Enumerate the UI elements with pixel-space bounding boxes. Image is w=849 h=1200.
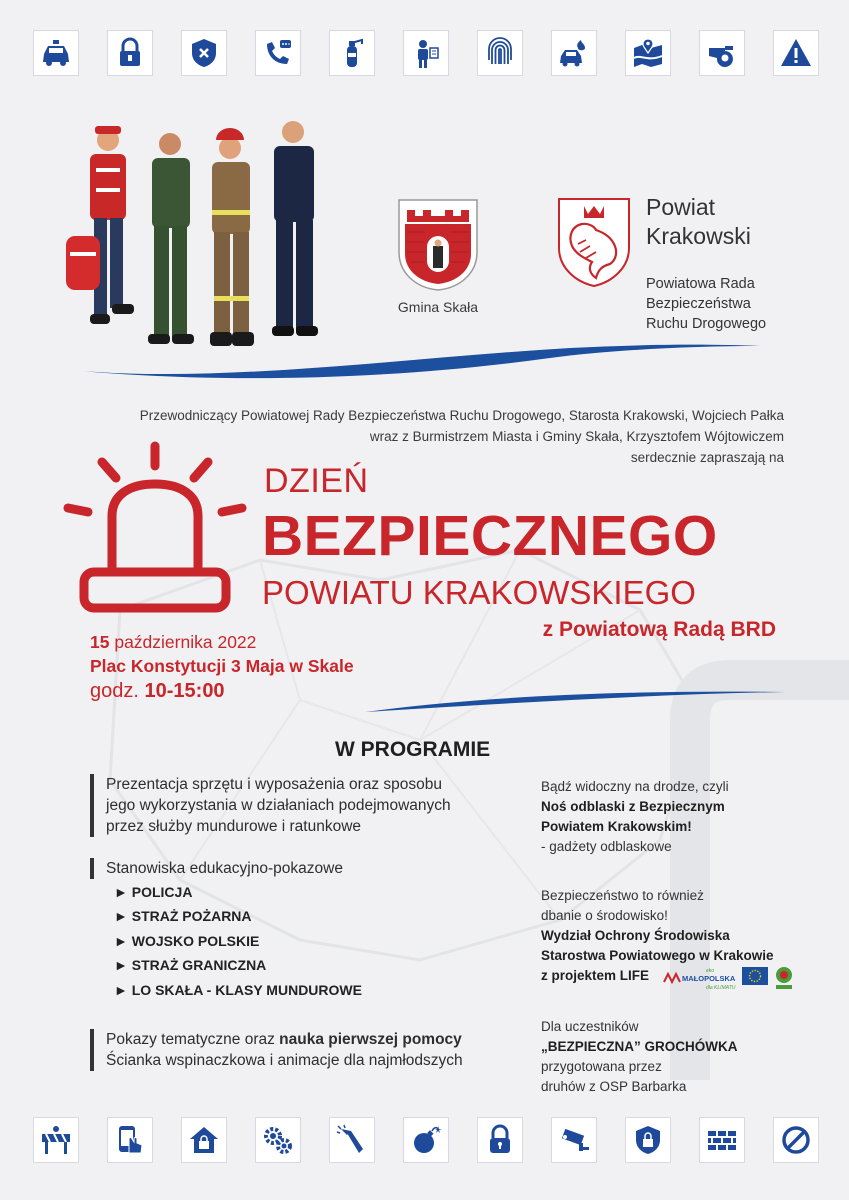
- title-line1: DZIEŃ: [264, 462, 369, 500]
- event-place: Plac Konstytucji 3 Maja w Skale: [90, 656, 354, 676]
- b1-line3: Powiatem Krakowskim!: [541, 819, 692, 834]
- invitation-line1: Przewodniczący Powiatowej Rady Bezpieczeństwa Ruchu Drogowego, Starosta Krakowski, Wojciech Pałka: [139, 408, 784, 423]
- powiat-sub-line2: Bezpieczeństwa: [646, 296, 751, 312]
- program-item-4-text: Ścianka wspinaczkowa i animacje dla najmłodszych: [106, 1052, 463, 1069]
- bomb-icon: [403, 1117, 449, 1163]
- event-month-year: października 2022: [114, 632, 257, 652]
- road-barrier-icon: [33, 1117, 79, 1163]
- station-item: ► STRAŻ POŻARNA: [114, 908, 252, 924]
- powiat-name: [646, 193, 751, 251]
- flashlight-icon: [329, 1117, 375, 1163]
- fingerprint-icon: [477, 30, 523, 76]
- station-label: LO SKAŁA - KLASY MUNDUROWE: [131, 982, 362, 998]
- powiat-council-name: [646, 274, 766, 334]
- padlock-icon: [107, 30, 153, 76]
- powiat-sub-line3: Ruchu Drogowego: [646, 316, 767, 332]
- program-heading: W PROGRAMIE: [335, 738, 491, 761]
- powiat-krakowski-eagle-logo: [556, 196, 632, 288]
- program-item-2: [90, 858, 343, 879]
- station-label: STRAŻ GRANICZNA: [131, 957, 267, 973]
- program-item-1-line1: Prezentacja sprzętu i wyposażenia oraz sposobu: [106, 776, 443, 793]
- b3-line3: przygotowana przez: [541, 1059, 662, 1074]
- bottom-icon-row: [0, 1117, 849, 1173]
- svg-text:eko: eko: [706, 968, 715, 974]
- firefighter-figure: [210, 128, 254, 346]
- b1-line2: Noś odblaski z Bezpiecznym: [541, 799, 725, 814]
- police-officer-figure: [272, 121, 318, 336]
- uniformed-services-illustration: [50, 118, 350, 358]
- program-item-3: [90, 1029, 462, 1050]
- brick-wall-icon: [699, 1117, 745, 1163]
- event-time: [90, 680, 225, 703]
- event-date: [90, 632, 256, 653]
- invitation-line3: serdecznie zapraszają na: [630, 450, 784, 465]
- station-label: STRAŻ POŻARNA: [131, 908, 252, 924]
- powiat-sub-line1: Powiatowa Rada: [646, 276, 755, 292]
- program-item-1-line2: jego wykorzystania w działaniach podejmowanych: [106, 797, 451, 814]
- powiat-name-line2: Krakowski: [646, 223, 751, 249]
- invitation-line2: wraz z Burmistrzem Miasta i Gminy Skała, Krzysztofem Wójtowiczem: [369, 429, 784, 444]
- smartphone-touch-icon: [107, 1117, 153, 1163]
- home-lock-icon: [181, 1117, 227, 1163]
- event-time-value: 10-15:00: [144, 680, 225, 702]
- station-item: ► POLICJA: [114, 884, 193, 900]
- eu-flag-logo: [742, 967, 768, 985]
- shield-lock-icon: [625, 1117, 671, 1163]
- map-pin-icon: [625, 30, 671, 76]
- station-item: ► LO SKAŁA - KLASY MUNDUROWE: [114, 982, 362, 998]
- program-item-2-text: Stanowiska edukacyjno-pokazowe: [106, 860, 343, 877]
- b1-line4: - gadżety odblaskowe: [541, 839, 672, 854]
- life-logo: [776, 967, 792, 989]
- b2-line5: z projektem LIFE: [541, 968, 650, 983]
- powiat-name-line1: Powiat: [646, 194, 716, 220]
- phone-call-icon: [255, 30, 301, 76]
- station-item: ► STRAŻ GRANICZNA: [114, 957, 267, 973]
- reflective-gadgets-block: [541, 777, 729, 857]
- b3-line2: „BEZPIECZNA” GROCHÓWKA: [541, 1039, 738, 1054]
- program-item-3-bold: nauka pierwszej pomocy: [279, 1031, 462, 1048]
- fire-extinguisher-icon: [329, 30, 375, 76]
- prohibited-icon: [773, 1117, 819, 1163]
- b1-line1: Bądź widoczny na drodze, czyli: [541, 779, 729, 794]
- burning-car-icon: [551, 30, 597, 76]
- program-item-4: [90, 1050, 463, 1071]
- malopolska-logo: [664, 968, 736, 991]
- b2-line4: Starostwa Powiatowego w Krakowie: [541, 948, 774, 963]
- paramedic-figure: [66, 126, 134, 324]
- gmina-skala-coat-of-arms: [395, 196, 481, 292]
- event-time-prefix: godz.: [90, 680, 139, 702]
- svg-text:MAŁOPOLSKA: MAŁOPOLSKA: [682, 974, 736, 983]
- padlock-icon: [477, 1117, 523, 1163]
- warning-triangle-icon: [773, 30, 819, 76]
- station-label: POLICJA: [131, 884, 193, 900]
- station-item: ► WOJSKO POLSKIE: [114, 933, 260, 949]
- title-line2: BEZPIECZNEGO: [262, 504, 718, 568]
- program-item-3-prefix: Pokazy tematyczne oraz: [106, 1031, 280, 1048]
- program-item-1: [90, 774, 451, 837]
- event-day: 15: [90, 632, 110, 652]
- gears-icon: [255, 1117, 301, 1163]
- whistle-icon: [699, 30, 745, 76]
- title-line4: z Powiatową Radą BRD: [542, 618, 776, 641]
- blue-swoosh-middle: [365, 688, 785, 718]
- partner-logos: [662, 962, 797, 992]
- station-label: WOJSKO POLSKIE: [131, 933, 260, 949]
- gmina-label: Gmina Skała: [397, 299, 479, 315]
- top-icon-row: [0, 30, 849, 86]
- shield-x-icon: [181, 30, 227, 76]
- inspector-icon: [403, 30, 449, 76]
- b2-line1: Bezpieczeństwo to również: [541, 888, 704, 903]
- b3-line1: Dla uczestników: [541, 1019, 639, 1034]
- svg-text:dla KLIMATU: dla KLIMATU: [706, 985, 736, 991]
- b2-line3: Wydział Ochrony Środowiska: [541, 928, 730, 943]
- soup-block: [541, 1017, 738, 1097]
- blue-swoosh-top: [70, 340, 760, 385]
- b3-line4: druhów z OSP Barbarka: [541, 1079, 687, 1094]
- police-car-icon: [33, 30, 79, 76]
- siren-icon: [60, 440, 250, 620]
- b2-line2: dbanie o środowisko!: [541, 908, 668, 923]
- title-line3: POWIATU KRAKOWSKIEGO: [262, 574, 696, 611]
- soldier-figure: [148, 133, 194, 344]
- program-item-1-line3: przez służby mundurowe i ratunkowe: [106, 818, 362, 835]
- cctv-camera-icon: [551, 1117, 597, 1163]
